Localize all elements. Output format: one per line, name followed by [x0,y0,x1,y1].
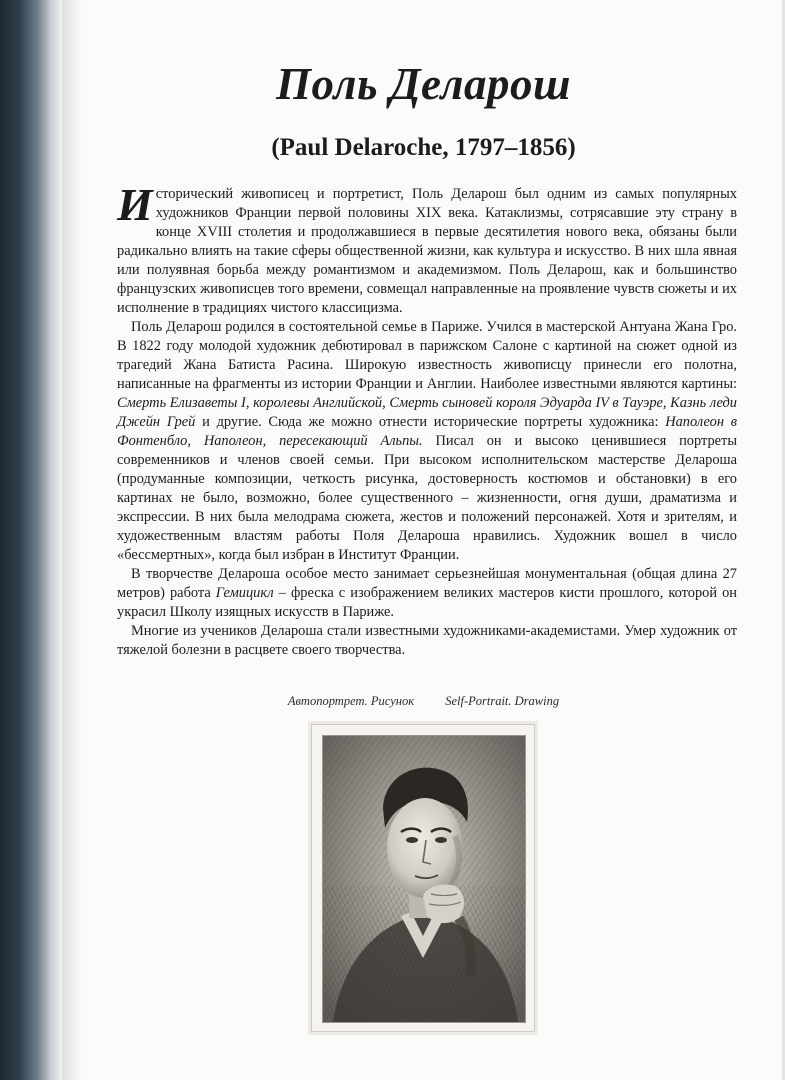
paragraph-4: Многие из учеников Делароша стали известными художниками-академистами. Умер художник от тяжелой болезни в расцвете своего творчества. [117,623,737,658]
caption-russian: Автопортрет. Рисунок [287,694,415,708]
paragraph-2-text-e: Писал он и высоко ценившиеся портреты современников и членов своей семьи. При высоком исполнительском мастерстве Делароша (продуманные композиции, четкость рисунка, достоверность костюмов и обстановки) в его картинах не было, возможно, более существенного – жизненности, огня души, драматизма и экспрессии. В них была мелодрама сюжета, жестов и положений персонажей. Хотя и зрителям, и художественным властям работы Поля Делароша нравились. Художник вошел в число «бессмертных», когда был избран в Институт Франции. [117,433,738,563]
caption-english: Self-Portrait. Drawing [445,694,560,708]
portrait-frame [311,724,535,1032]
paragraph-1 [117,179,737,318]
figure-captions [62,694,785,709]
paragraph-2-text-a: Поль Деларош родился в состоятельной семье в Париже. Учился в мастерской Антуана Жана Гро. В 1822 году молодой художник дебютировал в парижском Салоне с картиной на сюжет одной из трагедий Жана Батиста Расина. Широкую известность живописцу принесли его полотна, написанные на фрагменты из истории Франции и Англии. Наиболее известными являются картины: [117,319,737,392]
self-portrait-drawing [322,735,526,1023]
paragraph-2-portraits: Наполеон в Фонтенбло, Наполеон, пересекающий Альпы. [117,414,737,449]
paragraph-3-text-c: – фреска с изображением великих мастеров кисти прошлого, которой он украсил Школу изящных искусств в Париже. [117,585,737,620]
book-spine-gutter [0,0,62,1080]
paragraph-2 [117,318,737,565]
paragraph-3-artwork: Гемицикл [215,585,274,601]
paragraph-3 [117,565,737,622]
article-body [117,179,738,660]
paragraph-1-text: сторический живописец и портретист, Поль Деларош был одним из самых популярных художников Франции первой половины XIX века. Катаклизмы, сотрясавшие эту страну в конце XVIII столетия и продолжавшиеся в первые десятилетия нового века, обязаны были радикально влиять на такие сферы общественной жизни, как культура и искусство. В них шла явная или полуявная борьба между романтизмом и академизмом. Поль Деларош, как и большинство французских живописцев того времени, совмещал направленные на проявление чувств сюжеты и их исполнение в традициях чистого классицизма. [117,186,737,316]
paragraph-3-text-a: В творчестве Делароша особое место занимает серьезнейшая монументальная (общая длина 27 метров) работа [117,566,737,601]
pencil-portrait-illustration [323,736,525,1022]
paragraph-2-artworks: Смерть Елизаветы I, королевы Английской, Смерть сыновей короля Эдуарда IV в Тауэре, Казнь леди Джейн Грей [117,395,737,430]
drop-cap: И [117,179,153,230]
gutter-shadow [62,0,82,1080]
paragraph-2-text-c: и другие. Сюда же можно отнести исторические портреты художника: [195,414,666,430]
page-title: Поль Деларош [276,59,571,109]
page-subtitle: (Paul Delaroche, 1797–1856) [271,134,576,161]
